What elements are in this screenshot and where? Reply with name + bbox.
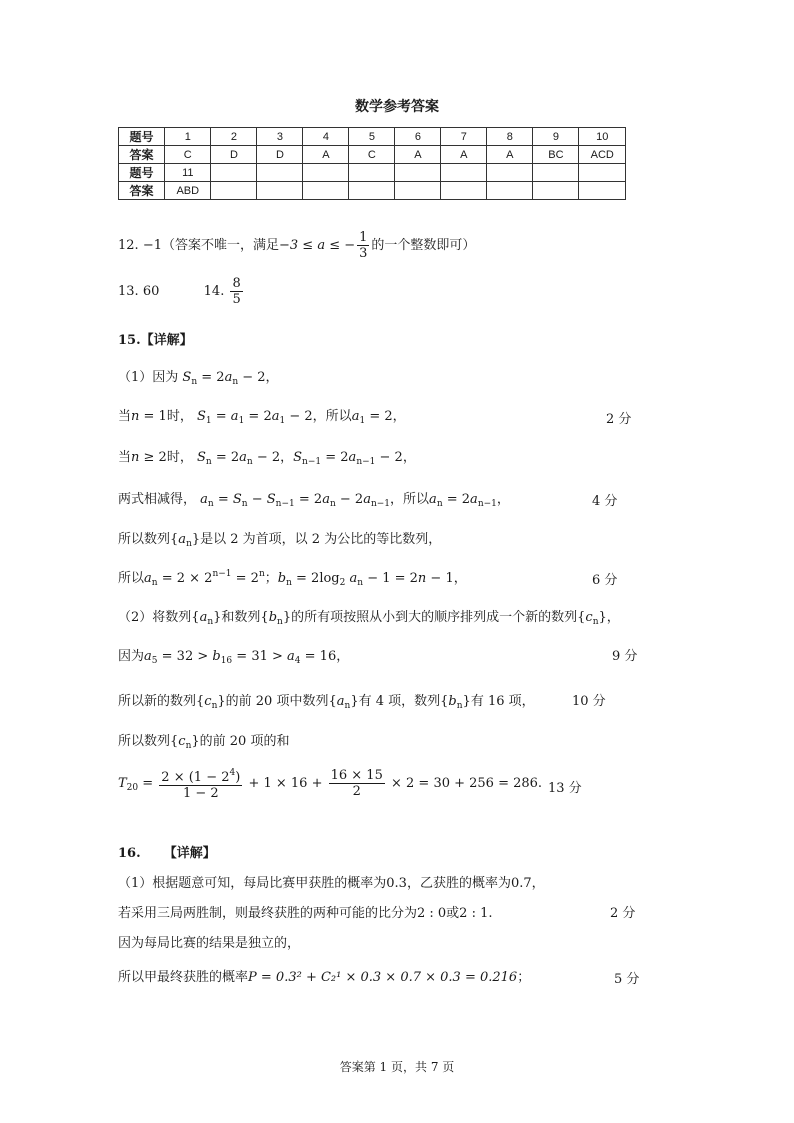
text: 所以甲最终获胜的概率 (118, 970, 249, 985)
q15-line-8: 因为$a_5 = 32 > b_{16} = 31 > a_4 = 16$， (118, 649, 350, 666)
table-cell: ACD (579, 146, 626, 164)
table-cell (533, 182, 579, 200)
q12-number: 12. (118, 238, 139, 253)
text: 是以 2 为首项，以 2 为公比的等比数列， (200, 532, 442, 547)
table-cell: A (395, 146, 441, 164)
q15-line-7: （2）将数列$\{a_n\}$和数列$\{b_n\}$的所有项按照从小到大的顺序排列成一个新的数列$\{c_n\}$， (118, 610, 620, 627)
table-cell (579, 182, 626, 200)
table-cell (303, 182, 349, 200)
fraction-denominator: 3 (359, 246, 368, 261)
score-label: 4 分 (592, 494, 618, 509)
score-label: 10 分 (572, 694, 606, 709)
table-cell (441, 182, 487, 200)
table-cell: A (303, 146, 349, 164)
row-label: 题号 (119, 164, 165, 182)
q16-line-2: 若采用三局两胜制，则最终获胜的两种可能的比分为2 : 0或2 : 1. (118, 906, 493, 921)
text: ，所以 (312, 409, 352, 424)
table-cell (487, 164, 533, 182)
q12-note: （答案不唯一，满足 (162, 238, 280, 253)
score-label: 6 分 (592, 573, 618, 588)
q16-line-3: 因为每局比赛的结果是独立的， (118, 936, 301, 951)
table-cell (211, 164, 257, 182)
text: 因为 (118, 649, 145, 664)
table-cell (441, 164, 487, 182)
q12-condition: −3 ≤ a ≤ − (279, 238, 356, 253)
text: 当 (118, 450, 132, 465)
q15-line-4: 两式相减得， $a_n = S_n - S_{n-1} = 2a_n - 2a_{n-1}$，所以$a_n = 2a_{n-1}$， (118, 492, 510, 509)
score-label: 13 分 (548, 781, 582, 796)
text: 的所有项按照从小到大的顺序排列成一个新的数列 (291, 610, 578, 625)
q13-answer: 60 (142, 284, 160, 299)
text: 时， (166, 450, 193, 465)
page-footer: 答案第 1 页，共 7 页 (339, 1060, 455, 1074)
table-cell: 9 (533, 128, 579, 146)
q15-line-6: 所以$a_n = 2 \times 2^{n-1} = 2^n$；$b_n = 2\log_2$ $a_n - 1 = 2n - 1$， (118, 569, 467, 588)
q15-line-2: 当n = 1时， $S_1 = a_1 = 2a_1 - 2$，所以$a_1 = 2$， (118, 409, 406, 426)
text: 的前 20 项中数列 (225, 694, 329, 709)
row-label: 题号 (119, 128, 165, 146)
table-cell (395, 164, 441, 182)
text: 当 (118, 409, 132, 424)
table-cell: 7 (441, 128, 487, 146)
table-cell (257, 164, 303, 182)
table-cell: A (487, 146, 533, 164)
table-row (119, 146, 626, 164)
text: （2）将数列 (118, 610, 192, 625)
text: （1）因为 (118, 370, 179, 385)
table-cell: 1 (165, 128, 211, 146)
q12-line (118, 230, 475, 261)
table-cell: C (165, 146, 211, 164)
table-cell: D (211, 146, 257, 164)
table-cell: 11 (165, 164, 211, 182)
q12-note-end: 的一个整数即可） (371, 238, 476, 253)
table-cell: 6 (395, 128, 441, 146)
fraction-numerator: 1 (359, 230, 368, 245)
table-row (119, 182, 626, 200)
table-row (119, 164, 626, 182)
text: 【详解】 (163, 846, 216, 861)
table-cell: 10 (579, 128, 626, 146)
text: 时， (166, 409, 193, 424)
score-label: 9 分 (612, 649, 638, 664)
score-label: 5 分 (614, 972, 640, 987)
table-cell: ABD (165, 182, 211, 200)
text: 有 16 项， (470, 694, 535, 709)
q15-line-1: （1）因为 $S_n = 2a_n - 2$， (118, 370, 279, 387)
text: 和数列 (221, 610, 261, 625)
table-cell (211, 182, 257, 200)
q13-number: 13. (118, 284, 139, 299)
table-cell (487, 182, 533, 200)
q15-heading: 15.【详解】 (118, 333, 193, 348)
math-expression: P = 0.3² + C₂¹ × 0.3 × 0.7 × 0.3 = 0.216 (248, 970, 518, 985)
table-cell: 5 (349, 128, 395, 146)
fraction-denominator: 5 (232, 292, 241, 307)
text: 的前 20 项的和 (199, 734, 290, 749)
q13-q14-line (118, 276, 245, 307)
text: ； (517, 970, 531, 985)
q16-line-1: （1）根据题意可知，每局比赛甲获胜的概率为0.3，乙获胜的概率为0.7， (118, 876, 545, 891)
text: 16. (118, 846, 141, 861)
table-cell: A (441, 146, 487, 164)
text: 所以 (118, 571, 145, 586)
q12-answer: −1 (142, 238, 162, 253)
table-cell (349, 182, 395, 200)
text: 有 4 项，数列 (358, 694, 441, 709)
fraction: $\frac{2 \times (1 - 2^4)}{1 - 2}$ (161, 768, 241, 801)
table-cell: C (349, 146, 395, 164)
table-cell: BC (533, 146, 579, 164)
q15-line-10: 所以数列$\{c_n\}$的前 20 项的和 (118, 734, 290, 751)
q16-heading (118, 842, 216, 861)
row-label: 答案 (119, 146, 165, 164)
row-label: 答案 (119, 182, 165, 200)
q14-number: 14. (203, 284, 225, 299)
fraction-numerator: 8 (232, 276, 241, 291)
q15-line-5: 所以数列$\{a_n\}$是以 2 为首项，以 2 为公比的等比数列， (118, 532, 442, 549)
q12-fraction (357, 230, 369, 261)
answer-table (118, 127, 626, 200)
q15-line-9: 所以新的数列$\{c_n\}$的前 20 项中数列$\{a_n\}$有 4 项，数列$\{b_n\}$有 16 项， (118, 694, 535, 711)
table-cell: 4 (303, 128, 349, 146)
table-cell (303, 164, 349, 182)
table-cell (579, 164, 626, 182)
math-symbol: S (182, 370, 192, 385)
score-label: 2 分 (606, 412, 632, 427)
q15-line-3: 当n ≥ 2时， $S_n = 2a_n - 2$，$S_{n-1} = 2a_{n-1} - 2$， (118, 450, 416, 467)
text: 所以数列 (118, 532, 171, 547)
table-row (119, 128, 626, 146)
table-cell: 2 (211, 128, 257, 146)
text: 所以新的数列 (118, 694, 197, 709)
text: 两式相减得， (118, 492, 197, 507)
q15-sum-formula: $T_{20}$ = $\frac{2 \times (1 - 2^4)}{1 - 2}$ + 1 × 16 + $\frac{16 \times 15}{2}$ × 2 = 30 + 256 = 286. (118, 768, 543, 801)
score-label: 2 分 (610, 906, 636, 921)
fraction: $\frac{16 \times 15}{2}$ (330, 768, 383, 799)
table-cell (349, 164, 395, 182)
table-cell (533, 164, 579, 182)
q14-fraction (230, 276, 242, 307)
table-cell (395, 182, 441, 200)
table-cell: 3 (257, 128, 303, 146)
table-cell (257, 182, 303, 200)
text: ，所以 (390, 492, 430, 507)
table-cell: 8 (487, 128, 533, 146)
q16-line-4 (118, 966, 530, 985)
page-title: 数学参考答案 (355, 99, 439, 115)
table-cell: D (257, 146, 303, 164)
text: 所以数列 (118, 734, 171, 749)
